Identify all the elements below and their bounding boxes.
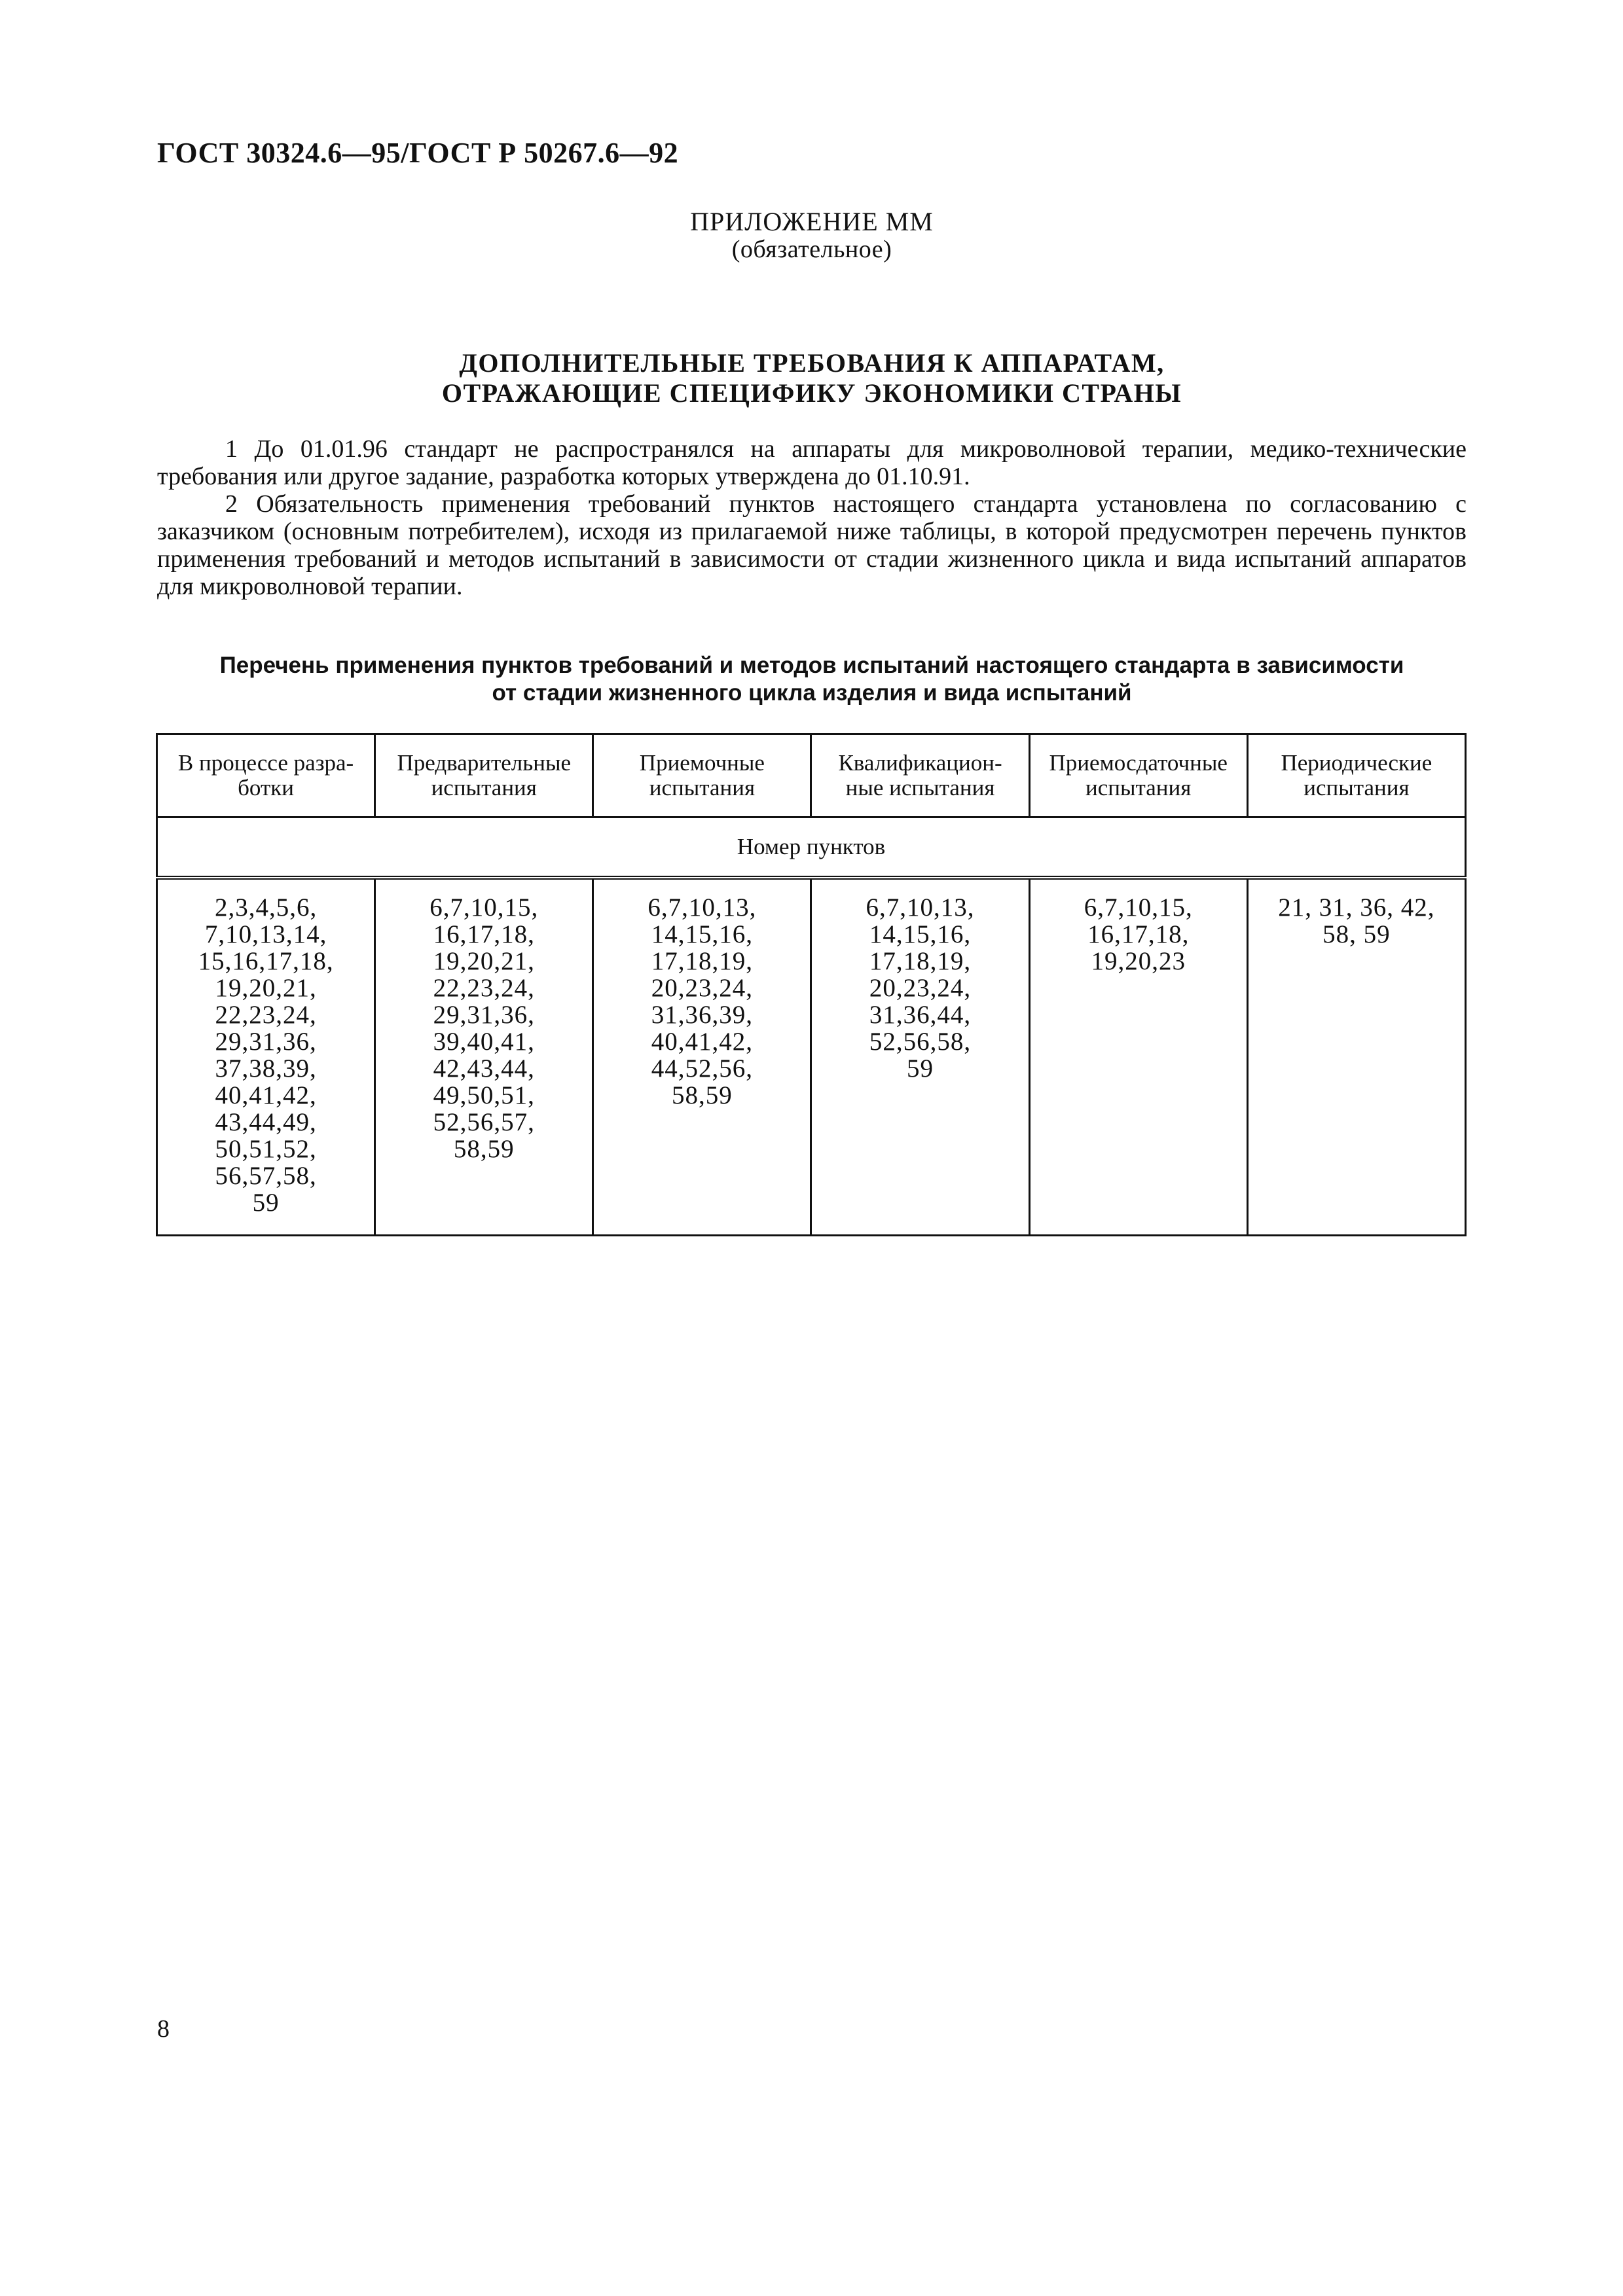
requirements-table-wrapper xyxy=(156,733,1467,1236)
header-cell-preliminary-tests: Предварительные испытания xyxy=(375,734,593,817)
main-title-line-1: ДОПОЛНИТЕЛЬНЫЕ ТРЕБОВАНИЯ К АППАРАТАМ, xyxy=(459,348,1165,378)
table-row xyxy=(157,878,1466,1236)
appendix-title: ПРИЛОЖЕНИЕ ММ xyxy=(690,207,934,236)
header-cell-periodic-tests: Периодические испытания xyxy=(1247,734,1465,817)
header-cell-development: В процессе разра- ботки xyxy=(157,734,375,817)
header-cell-qualification-tests: Квалификацион- ные испытания xyxy=(811,734,1029,817)
subheader-cell: Номер пунктов xyxy=(157,817,1466,878)
header-cell-acceptance-tests: Приемочные испытания xyxy=(593,734,811,817)
table-cell: 21, 31, 36, 42, 58, 59 xyxy=(1247,878,1465,1236)
table-header-row xyxy=(157,734,1466,817)
table-caption-line-2: от стадии жизненного цикла изделия и вида испытаний xyxy=(492,680,1132,706)
requirements-table xyxy=(156,733,1467,1236)
paragraph-1: 1 До 01.01.96 стандарт не распространялся на аппараты для микроволновой терапии, медико-технические требования или другое задание, разработка которых утверждена до 01.10.91. xyxy=(157,435,1467,490)
page-number: 8 xyxy=(157,2015,170,2043)
standard-code-header: ГОСТ 30324.6—95/ГОСТ Р 50267.6—92 xyxy=(157,137,679,169)
appendix-heading xyxy=(157,208,1467,263)
table-cell: 6,7,10,13, 14,15,16, 17,18,19, 20,23,24, 31,36,39, 40,41,42, 44,52,56, 58,59 xyxy=(593,878,811,1236)
table-cell: 2,3,4,5,6, 7,10,13,14, 15,16,17,18, 19,20,21, 22,23,24, 29,31,36, 37,38,39, 40,41,42, 43,44,49, 50,51,52, 56,57,58, 59 xyxy=(157,878,375,1236)
main-title xyxy=(157,348,1467,408)
header-cell-delivery-tests: Приемосдаточные испытания xyxy=(1029,734,1247,817)
table-subheader-row xyxy=(157,817,1466,878)
table-cell: 6,7,10,15, 16,17,18, 19,20,23 xyxy=(1029,878,1247,1236)
table-caption-line-1: Перечень применения пунктов требований и методов испытаний настоящего стандарта в зависимости xyxy=(219,653,1404,678)
main-title-line-2: ОТРАЖАЮЩИЕ СПЕЦИФИКУ ЭКОНОМИКИ СТРАНЫ xyxy=(441,378,1182,408)
table-caption xyxy=(157,652,1467,707)
table-cell: 6,7,10,13, 14,15,16, 17,18,19, 20,23,24, 31,36,44, 52,56,58, 59 xyxy=(811,878,1029,1236)
paragraph-2: 2 Обязательность применения требований пунктов настоящего стандарта установлена по согласованию с заказчиком (основным потребителем), исходя из прилагаемой ниже таблицы, в которой предусмотрен перечень пунктов применения требований и методов испытаний в зависимости от стадии жизненного цикла и вида испытаний аппаратов для микроволновой терапии. xyxy=(157,490,1467,600)
table-cell: 6,7,10,15, 16,17,18, 19,20,21, 22,23,24, 29,31,36, 39,40,41, 42,43,44, 49,50,51, 52,56,57, 58,59 xyxy=(375,878,593,1236)
body-paragraphs xyxy=(157,435,1467,600)
appendix-subtitle: (обязательное) xyxy=(731,236,892,263)
